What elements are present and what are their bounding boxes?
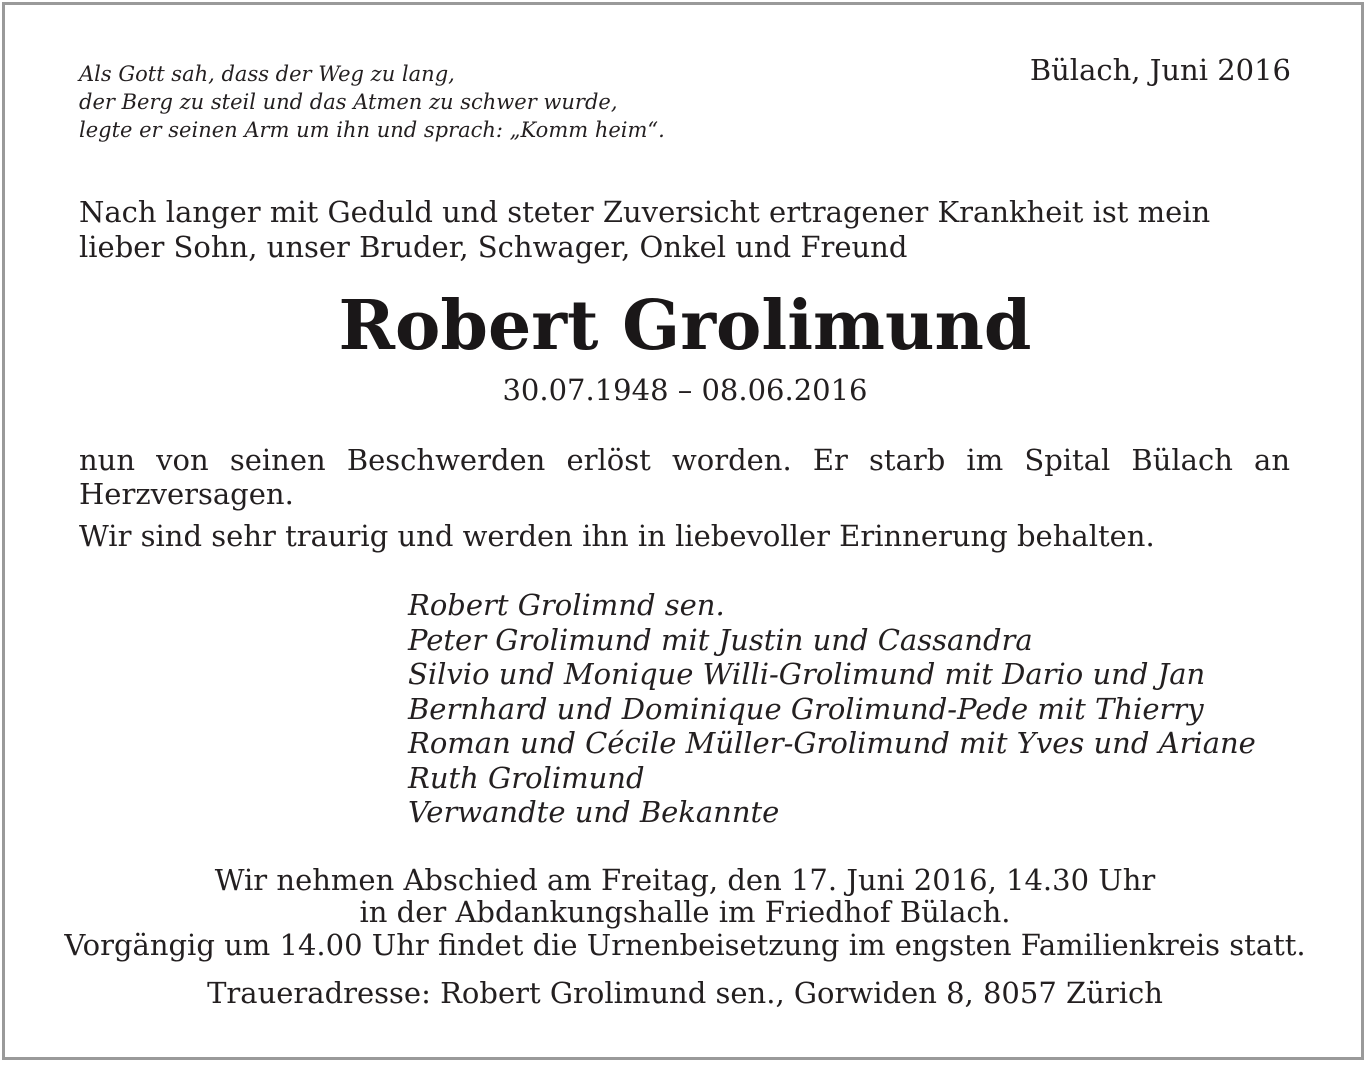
intro-text: Nach langer mit Geduld und steter Zuversicht ertragener Krankheit ist mein lieber Sohn, unser Bruder, Schwager, Onkel und Freund — [79, 195, 1211, 264]
mourning-address: Traueradresse: Robert Grolimund sen., Gorwiden 8, 8057 Zürich — [207, 976, 1163, 1010]
mourner: Ruth Grolimund — [408, 760, 645, 795]
mourner: Verwandte und Bekannte — [408, 795, 780, 829]
mourner: Robert Grolimnd sen. — [408, 588, 725, 622]
mourner: Bernhard und Dominique Grolimund-Pede mit Thierry — [408, 691, 1204, 726]
mourners-list — [408, 588, 1256, 830]
poem — [79, 60, 665, 144]
deceased-name: Robert Grolimund — [338, 286, 1032, 366]
mourner: Roman und Cécile Müller-Grolimund mit Yves und Ariane — [408, 726, 1256, 760]
farewell-line-3: Vorgängig um 14.00 Uhr findet die Urnenbeisetzung im engsten Familienkreis statt. — [64, 928, 1306, 962]
farewell-line-2: in der Abdankungshalle im Friedhof Bülach. — [359, 895, 1011, 929]
body-paragraph: nun von seinen Beschwerden erlöst worden. Er starb im Spital Bülach an Herzversagen. — [79, 443, 1290, 511]
poem-line-2: der Berg zu steil und das Atmen zu schwer wurde, — [79, 90, 618, 114]
mourner: Silvio und Monique Willi-Grolimund mit Dario und Jan — [408, 657, 1206, 691]
mourner: Peter Grolimund mit Justin und Cassandra — [408, 622, 1033, 657]
life-dates: 30.07.1948 – 08.06.2016 — [502, 373, 868, 407]
poem-line-3: legte er seinen Arm um ihn und sprach: „Komm heim“. — [79, 118, 665, 142]
place-date: Bülach, Juni 2016 — [1029, 53, 1291, 87]
poem-line-1: Als Gott sah, dass der Weg zu lang, — [79, 62, 455, 86]
body-sentence: Wir sind sehr traurig und werden ihn in liebevoller Erinnerung behalten. — [79, 519, 1155, 553]
farewell-line-1: Wir nehmen Abschied am Freitag, den 17. Juni 2016, 14.30 Uhr — [214, 863, 1156, 897]
